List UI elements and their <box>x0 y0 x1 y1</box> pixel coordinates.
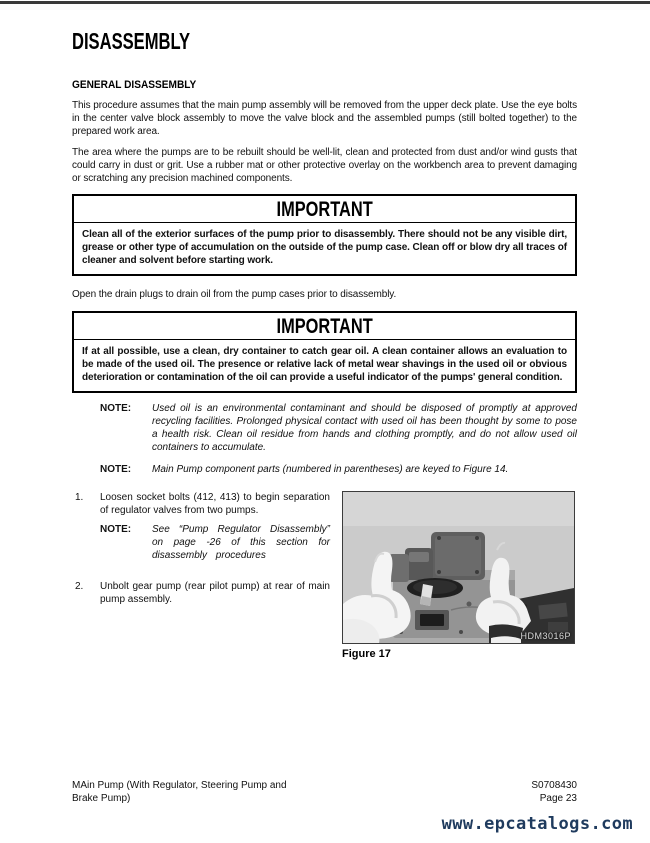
page-top-border <box>0 1 650 4</box>
note-used-oil <box>100 402 577 454</box>
footer-page-number: Page 23 <box>539 793 577 804</box>
step-1 <box>72 491 330 571</box>
photo-id-label: HDM3016P <box>520 631 571 641</box>
section-heading: GENERAL DISASSEMBLY <box>72 79 197 91</box>
page-footer <box>72 779 577 805</box>
footer-doc-info <box>531 779 577 805</box>
figure-column <box>342 491 577 660</box>
note-text: Used oil is an environmental contaminant and should be disposed of promptly at approved recycling facilities. Prolonged physical contact with used oil has been thought by some to pose a health risk. Clean oil residue from hands and clothing promptly, and do not allow used oil containers to accumulate. <box>152 403 577 453</box>
footer-doc-number: S0708430 <box>531 780 577 791</box>
note-label: NOTE: <box>100 524 132 535</box>
watermark-url: www.epcatalogs.com <box>441 814 633 834</box>
important-body-text: If at all possible, use a clean, dry container to catch gear oil. A clean container allows an evaluation to be made of the used oil. The presence or relative lack of metal wear shavings in the used oil or obvious deterioration or contamination of the oil can provide a useful indicator of the pumps' general condition. <box>82 346 567 383</box>
footer-title-line2: Brake Pump) <box>72 793 131 804</box>
notes-block <box>100 402 577 476</box>
steps-and-figure <box>72 491 577 660</box>
important-box-container <box>72 311 577 393</box>
important-body-text: Clean all of the exterior surfaces of the pump prior to disassembly. There should not be any visible dirt, grease or other type of accumulation on the outside of the pump case. Clean off or blow dry all traces of cleaner and solvent before starting work. <box>82 229 567 266</box>
note-text: Main Pump component parts (numbered in parentheses) are keyed to Figure 14. <box>152 464 509 475</box>
note-label: NOTE: <box>100 403 132 414</box>
steps-column <box>72 491 330 660</box>
figure-photo <box>342 491 575 644</box>
important-header-label: IMPORTANT <box>276 198 373 221</box>
step-text: Loosen socket bolts (412, 413) to begin separation of regulator valves from two pumps. <box>100 492 330 516</box>
paragraph-intro: This procedure assumes that the main pump assembly will be removed from the upper deck plate. Use the eye bolts in the center valve block assembly to move the valve block and the assembled pumps (still bolted together) to the prepared work area. <box>72 100 577 137</box>
note-label: NOTE: <box>100 464 132 475</box>
note-text: See “Pump Regulator Disassembly” on page -26 of this section for disassembly procedures <box>152 524 330 561</box>
step-number: 2. <box>75 581 84 592</box>
important-header <box>74 313 575 340</box>
footer-document-title <box>72 779 287 805</box>
step-number: 1. <box>75 492 84 503</box>
pump-photo-illustration <box>343 492 574 643</box>
important-header-label: IMPORTANT <box>276 315 373 338</box>
paragraph-drain-plugs: Open the drain plugs to drain oil from the pump cases prior to disassembly. <box>72 289 397 300</box>
paragraph-work-area: The area where the pumps are to be rebuilt should be well-lit, clean and protected from dust and/or wind gusts that could carry in dust or grit. Use a rubber mat or other protective overlay on the workbench area to prevent damaging or scratching any precision machined components. <box>72 147 577 184</box>
note-figure-key <box>100 463 577 476</box>
important-header <box>74 196 575 223</box>
important-box-clean <box>72 194 577 276</box>
step-2 <box>72 580 330 606</box>
figure-caption: Figure 17 <box>342 648 391 660</box>
step-text: Unbolt gear pump (rear pilot pump) at rear of main pump assembly. <box>100 581 330 605</box>
step-note <box>100 523 330 562</box>
footer-title-line1: MAin Pump (With Regulator, Steering Pump and <box>72 780 287 791</box>
page-title: DISASSEMBLY <box>72 28 191 54</box>
